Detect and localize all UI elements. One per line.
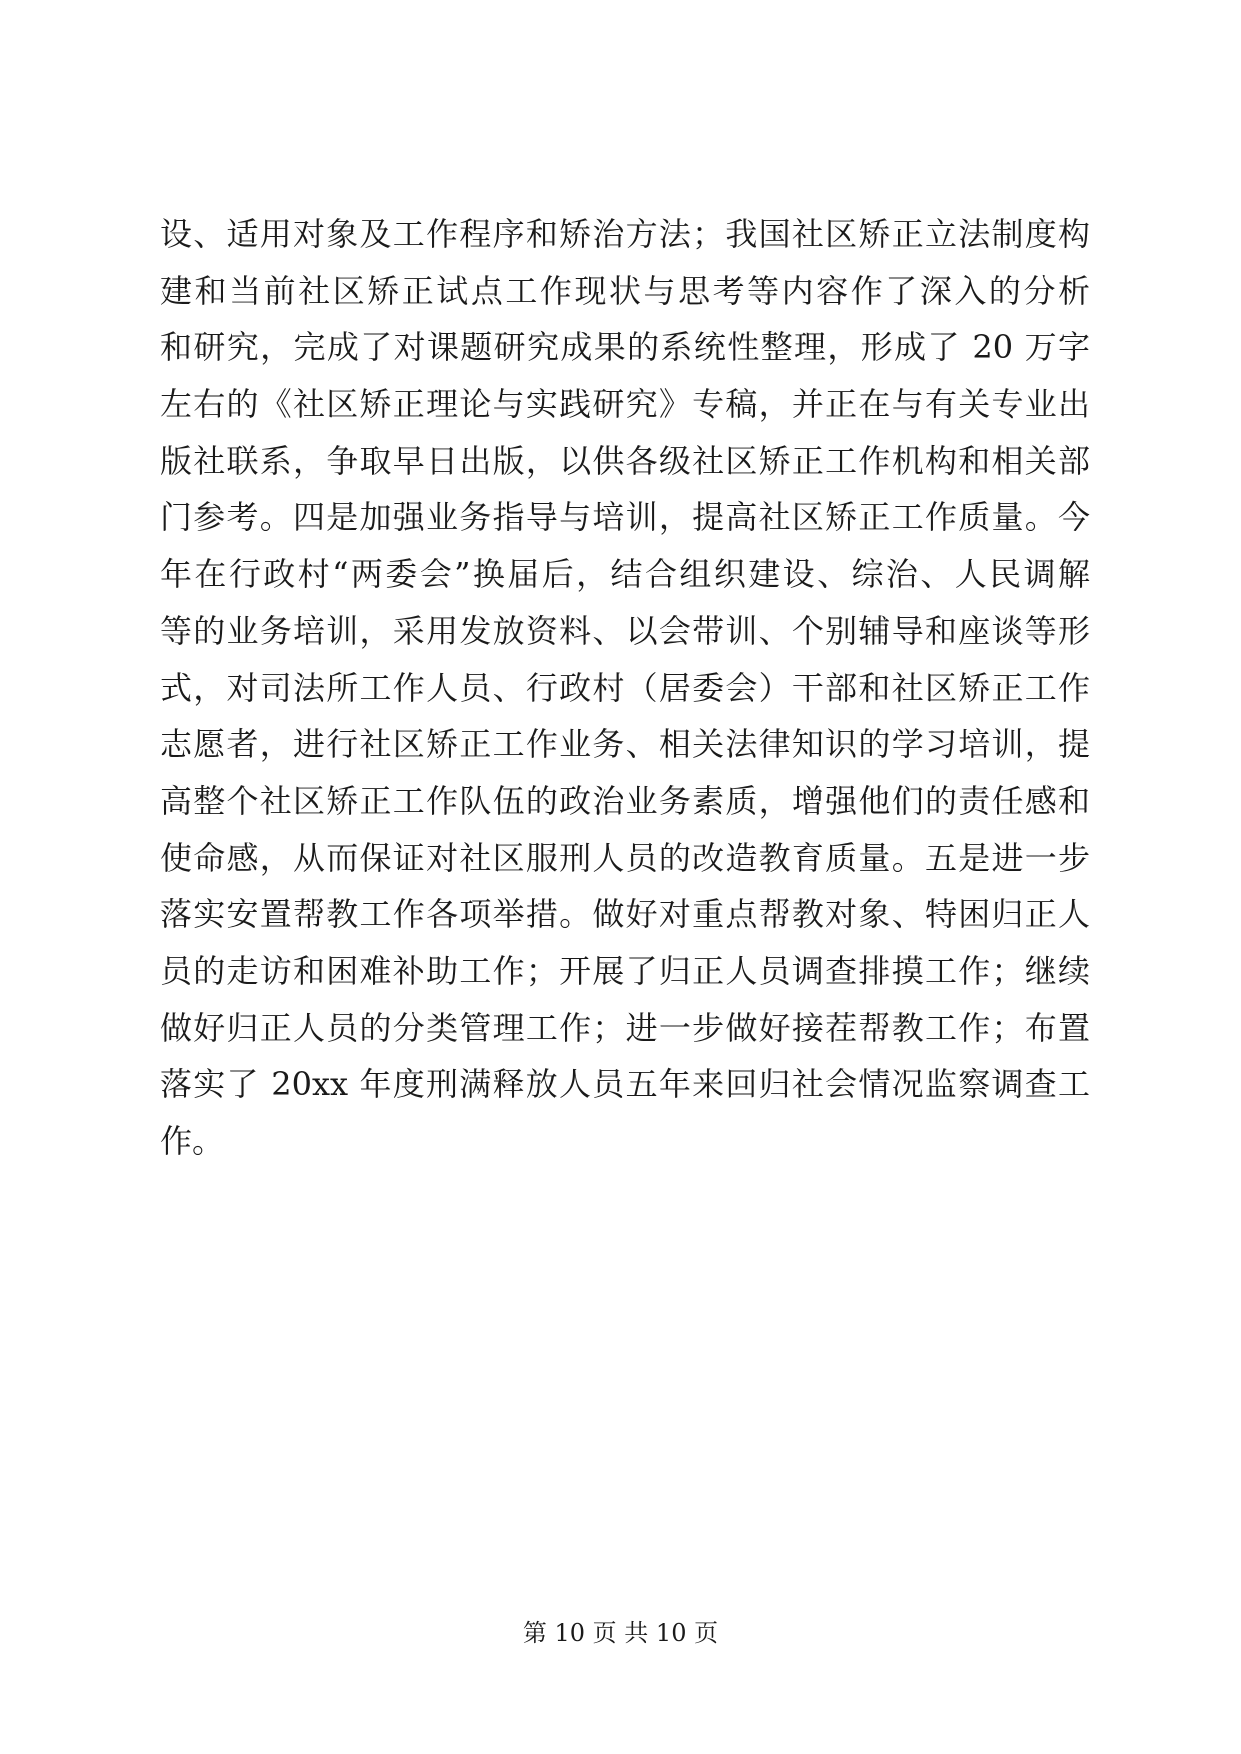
text-line: 做好归正人员的分类管理工作；进一步做好接茬帮教工作；布置 (160, 1008, 1090, 1047)
text-line: 年在行政村“两委会”换届后，结合组织建设、综治、人民调解 (160, 555, 1090, 594)
text-line: 落实安置帮教工作各项举措。做好对重点帮教对象、特困归正人 (160, 895, 1090, 934)
text-line: 等的业务培训，采用发放资料、以会带训、个别辅导和座谈等形 (160, 611, 1090, 650)
text-line: 门参考。四是加强业务指导与培训，提高社区矫正工作质量。今 (160, 498, 1090, 537)
text-line: 左右的《社区矫正理论与实践研究》专稿，并正在与有关专业出 (160, 385, 1090, 424)
text-line: 和研究，完成了对课题研究成果的系统性整理，形成了 20 万字 (160, 328, 1090, 367)
body-paragraph (160, 206, 1090, 1170)
text-line: 员的走访和困难补助工作；开展了归正人员调查排摸工作；继续 (160, 951, 1090, 990)
text-line: 式，对司法所工作人员、行政村（居委会）干部和社区矫正工作 (160, 668, 1090, 707)
text-line: 建和当前社区矫正试点工作现状与思考等内容作了深入的分析 (160, 271, 1090, 310)
text-line: 落实了 20xx 年度刑满释放人员五年来回归社会情况监察调查工 (160, 1065, 1090, 1104)
text-line: 志愿者，进行社区矫正工作业务、相关法律知识的学习培训，提 (160, 725, 1090, 764)
text-line: 设、适用对象及工作程序和矫治方法；我国社区矫正立法制度构 (160, 215, 1090, 253)
text-line: 版社联系，争取早日出版，以供各级社区矫正工作机构和相关部 (160, 441, 1090, 480)
text-line: 高整个社区矫正工作队伍的政治业务素质，增强他们的责任感和 (160, 781, 1090, 820)
text-line: 使命感，从而保证对社区服刑人员的改造教育质量。五是进一步 (160, 838, 1090, 877)
text-line: 作。 (160, 1122, 225, 1160)
page-number-footer: 第 10 页 共 10 页 (522, 1619, 719, 1647)
